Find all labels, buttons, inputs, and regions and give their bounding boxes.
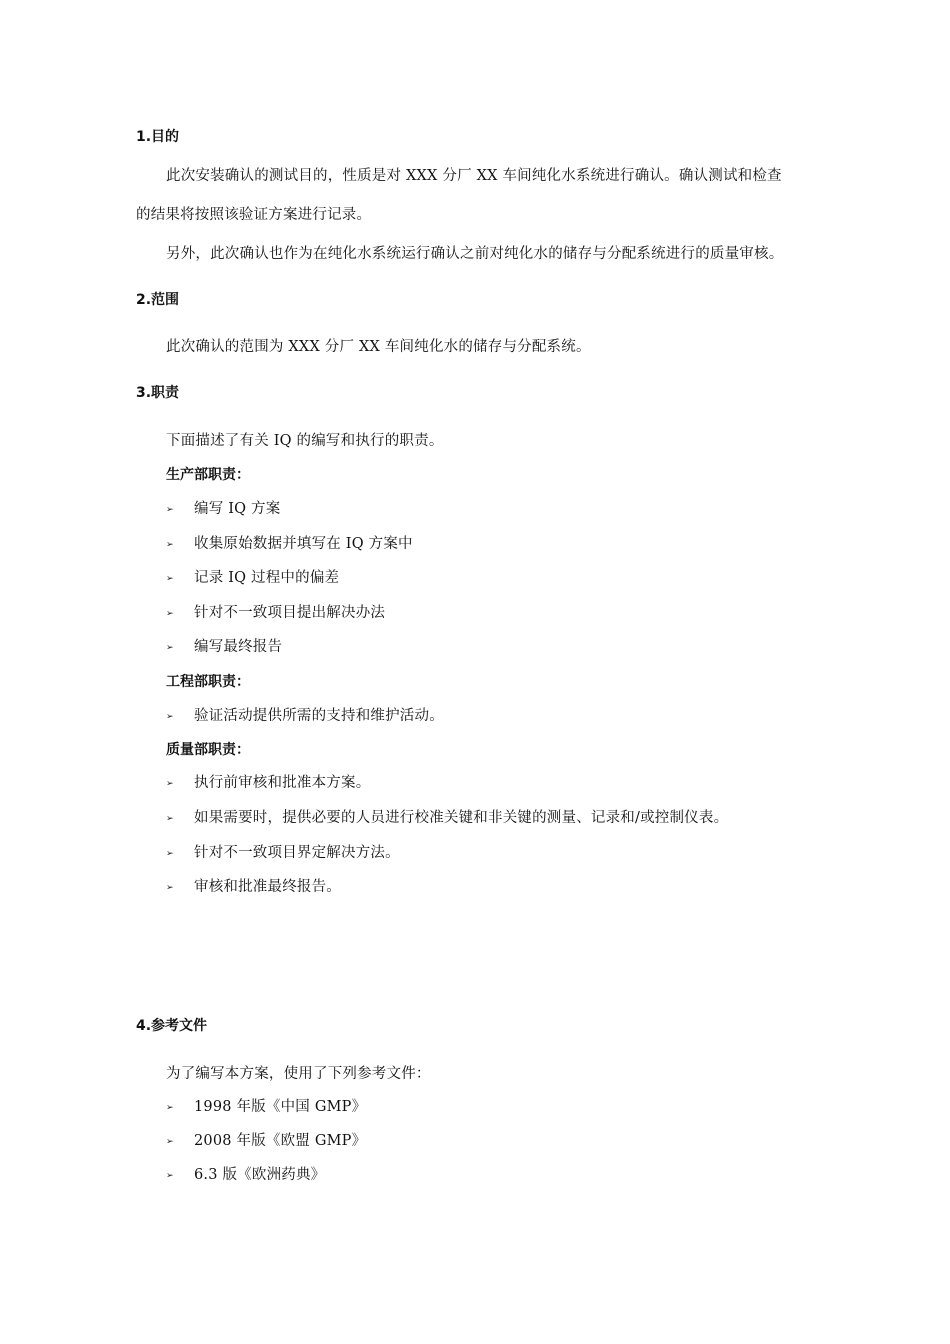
list-item-text: 验证活动提供所需的支持和维护活动。	[194, 708, 444, 724]
purpose-paragraph-2: 另外，此次确认也作为在纯化水系统运行确认之前对纯化水的储存与分配系统进行的质量审核。	[166, 246, 784, 262]
list-item-text: 针对不一致项目界定解决方法。	[194, 845, 400, 861]
list-item-text: 记录 IQ 过程中的偏差	[194, 570, 340, 586]
quality-dept-title: 质量部职责：	[166, 742, 250, 758]
section-heading-references: 4.参考文件	[136, 1018, 208, 1034]
arrow-bullet-icon: ➢	[166, 1171, 174, 1181]
list-item-text: 6.3 版《欧洲药典》	[194, 1167, 326, 1183]
arrow-bullet-icon: ➢	[166, 540, 174, 550]
arrow-bullet-icon: ➢	[166, 814, 174, 824]
production-dept-title: 生产部职责：	[166, 467, 250, 483]
arrow-bullet-icon: ➢	[166, 849, 174, 859]
purpose-paragraph-line1: 此次安装确认的测试目的，性质是对 XXX 分厂 XX 车间纯化水系统进行确认。确认测试和检查	[166, 168, 782, 184]
list-item-text: 针对不一致项目提出解决办法	[194, 605, 386, 621]
references-intro: 为了编写本方案，使用了下列参考文件：	[166, 1066, 431, 1082]
section-heading-scope: 2.范围	[136, 292, 180, 308]
list-item-text: 2008 年版《欧盟 GMP》	[194, 1133, 367, 1149]
arrow-bullet-icon: ➢	[166, 883, 174, 893]
arrow-bullet-icon: ➢	[166, 1103, 174, 1113]
arrow-bullet-icon: ➢	[166, 1137, 174, 1147]
arrow-bullet-icon: ➢	[166, 505, 174, 515]
list-item-text: 审核和批准最终报告。	[194, 879, 341, 895]
arrow-bullet-icon: ➢	[166, 779, 174, 789]
list-item-text: 收集原始数据并填写在 IQ 方案中	[194, 536, 413, 552]
arrow-bullet-icon: ➢	[166, 643, 174, 653]
arrow-bullet-icon: ➢	[166, 712, 174, 722]
list-item-text: 1998 年版《中国 GMP》	[194, 1099, 367, 1115]
arrow-bullet-icon: ➢	[166, 609, 174, 619]
scope-paragraph: 此次确认的范围为 XXX 分厂 XX 车间纯化水的储存与分配系统。	[166, 339, 591, 355]
list-item-text: 编写最终报告	[194, 639, 283, 655]
engineering-dept-title: 工程部职责：	[166, 674, 250, 690]
list-item-text: 执行前审核和批准本方案。	[194, 775, 371, 791]
arrow-bullet-icon: ➢	[166, 574, 174, 584]
purpose-paragraph-line2: 的结果将按照该验证方案进行记录。	[136, 207, 372, 223]
responsibilities-intro: 下面描述了有关 IQ 的编写和执行的职责。	[166, 433, 444, 449]
list-item-text: 如果需要时，提供必要的人员进行校准关键和非关键的测量、记录和/或控制仪表。	[194, 810, 729, 826]
list-item-text: 编写 IQ 方案	[194, 501, 281, 517]
section-heading-purpose: 1.目的	[136, 129, 180, 145]
section-heading-responsibilities: 3.职责	[136, 385, 180, 401]
